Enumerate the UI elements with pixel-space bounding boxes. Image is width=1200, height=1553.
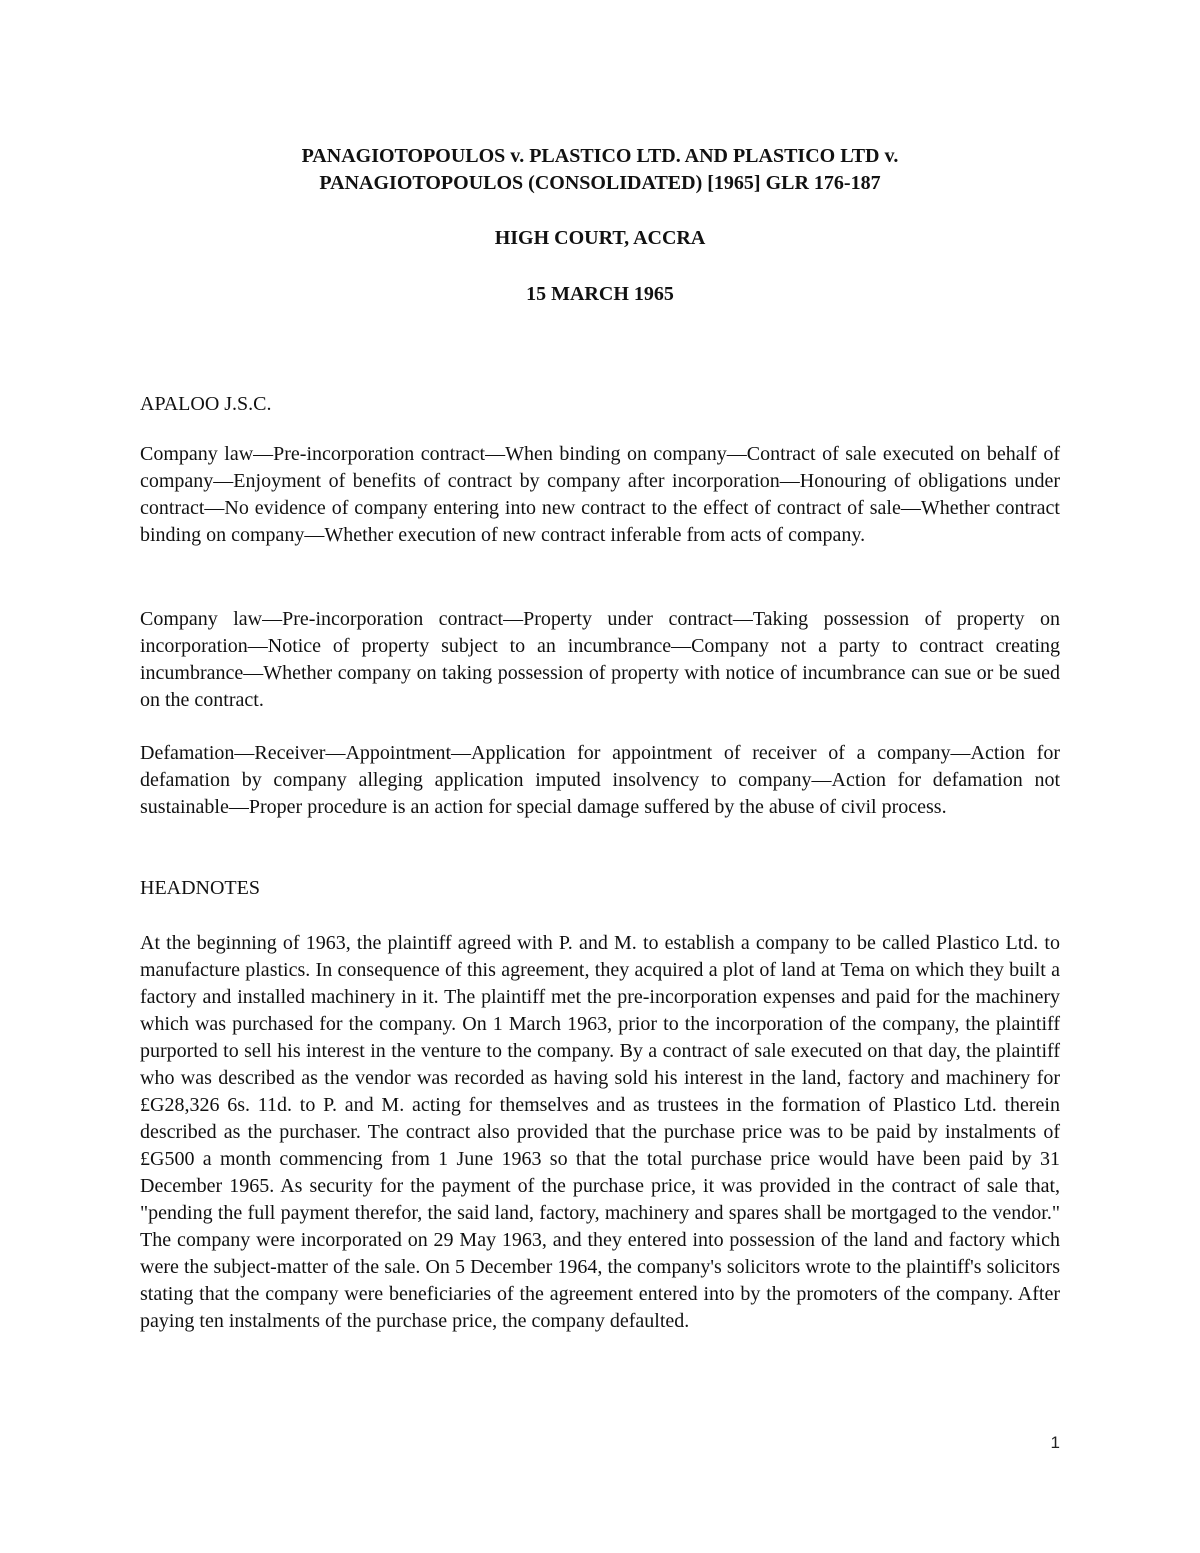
case-title-line-1: PANAGIOTOPOULOS v. PLASTICO LTD. AND PLASTICO LTD v. — [301, 145, 899, 167]
judge-name: APALOO J.S.C. — [140, 393, 272, 415]
keyword-paragraph-defamation: Defamation—Receiver—Appointment—Application for appointment of receiver of a company—Action for defamation by company alleging application imputed insolvency to company—Action for defamation not sustainable—Proper procedure is an action for special damage suffered by the abuse of civil process. — [140, 742, 1060, 818]
case-title-line-2: PANAGIOTOPOULOS (CONSOLIDATED) [1965] GLR 176-187 — [319, 172, 881, 194]
keyword-paragraph-company-law-2: Company law—Pre-incorporation contract—Property under contract—Taking possession of property on incorporation—Notice of property subject to an incumbrance—Company not a party to contract creating incumbrance—Whether company on taking possession of property with notice of incumbrance can sue or be sued on the contract. — [140, 608, 1060, 711]
headnotes-heading: HEADNOTES — [140, 877, 260, 899]
keyword-paragraph-company-law-1: Company law—Pre-incorporation contract—When binding on company—Contract of sale executed on behalf of company—Enjoyment of benefits of contract by company after incorporation—Honouring of obligations under contract—No evidence of company entering into new contract to the effect of contract of sale—Whether contract binding on company—Whether execution of new contract inferable from acts of company. — [140, 443, 1060, 546]
page-number: 1 — [1050, 1433, 1060, 1452]
court-name: HIGH COURT, ACCRA — [494, 227, 706, 249]
judgment-date: 15 MARCH 1965 — [526, 283, 674, 305]
headnotes-body: At the beginning of 1963, the plaintiff agreed with P. and M. to establish a company to be called Plastico Ltd. to manufacture plastics. In consequence of this agreement, they acquired a plot of land at Tema on which they built a factory and installed machinery in it. The plaintiff met the pre-incorporation expenses and paid for the machinery which was purchased for the company. On 1 March 1963, prior to the incorporation of the company, the plaintiff purported to sell his interest in the venture to the company. By a contract of sale executed on that day, the plaintiff who was described as the vendor was recorded as having sold his interest in the land, factory and machinery for £G28,326 6s. 11d. to P. and M. acting for themselves and as trustees in the formation of Plastico Ltd. therein described as the purchaser. The contract also provided that the purchase price was to be paid by instalments of £G500 a month commencing from 1 June 1963 so that the total purchase price would have been paid by 31 December 1965. As security for the payment of the purchase price, it was provided in the contract of sale that, "pending the full payment therefor, the said land, factory, machinery and spares shall be mortgaged to the vendor." The company were incorporated on 29 May 1963, and they entered into possession of the land and factory which were the subject-matter of the sale. On 5 December 1964, the company's solicitors wrote to the plaintiff's solicitors stating that the company were beneficiaries of the agreement entered into by the promoters of the company. After paying ten instalments of the purchase price, the company defaulted. — [140, 932, 1060, 1332]
